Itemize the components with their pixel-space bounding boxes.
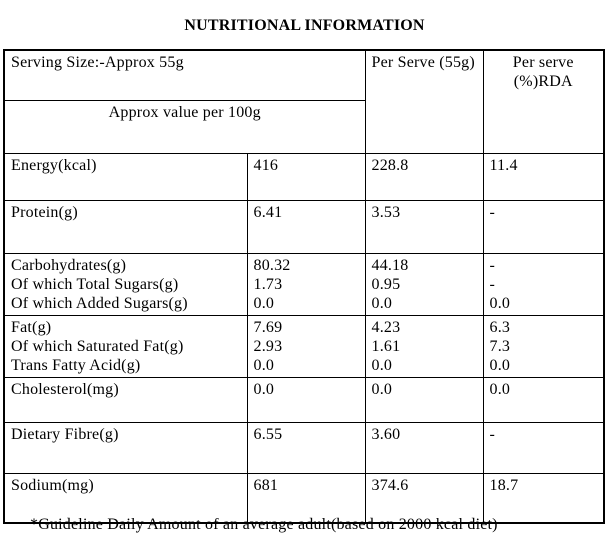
per-100g-cell	[247, 377, 365, 422]
rda-value: 11.4	[489, 156, 518, 174]
per-serve-rda-header-text: Per serve (%)RDA	[512, 54, 574, 90]
rda-value: -	[489, 425, 496, 443]
per-100g-cell	[247, 153, 365, 200]
per-serve-cell	[365, 315, 483, 377]
nutrient-label: Dietary Fibre(g)	[11, 425, 119, 443]
per-100g-cell	[247, 200, 365, 253]
column-header-per-serve	[365, 50, 483, 153]
per-serve-value: 1.61	[371, 337, 401, 355]
rda-cell	[483, 315, 604, 377]
nutrient-label: Fat(g)	[11, 318, 52, 336]
rda-cell	[483, 377, 604, 422]
per-serve-cell	[365, 422, 483, 473]
rda-value: -	[489, 203, 496, 221]
per-100g-value: 0.0	[253, 356, 275, 374]
rda-value: 7.3	[489, 337, 511, 355]
per-serve-value: 0.95	[371, 275, 401, 293]
table-row	[4, 200, 604, 253]
per-serve-value: 0.0	[371, 380, 393, 398]
rda-cell	[483, 473, 604, 523]
nutrient-label-cell	[4, 315, 247, 377]
per-serve-value: 3.60	[371, 425, 401, 443]
per-serve-value: 4.23	[371, 318, 401, 336]
rda-cell	[483, 422, 604, 473]
rda-value: -	[489, 256, 496, 274]
per-serve-value: 3.53	[371, 203, 401, 221]
per-serve-cell	[365, 377, 483, 422]
nutrient-label: Cholesterol(mg)	[11, 380, 119, 398]
rda-value: 0.0	[489, 294, 511, 312]
page-title: NUTRITIONAL INFORMATION	[184, 17, 425, 34]
per-100g-value: 2.93	[253, 337, 283, 355]
approx-value-text: Approx value per 100g	[108, 103, 261, 121]
table-row	[4, 153, 604, 200]
per-serve-cell	[365, 153, 483, 200]
per-100g-value: 80.32	[253, 256, 291, 274]
nutrient-label-cell	[4, 153, 247, 200]
per-100g-cell	[247, 315, 365, 377]
nutrient-label-cell	[4, 422, 247, 473]
serving-size-cell	[4, 50, 365, 100]
rda-value: -	[489, 275, 496, 293]
nutrient-label: Of which Added Sugars(g)	[11, 294, 188, 312]
per-serve-cell	[365, 253, 483, 315]
per-serve-value: 374.6	[371, 476, 409, 494]
nutrient-label-cell	[4, 377, 247, 422]
column-header-per-serve-rda	[483, 50, 604, 153]
rda-cell	[483, 253, 604, 315]
per-100g-cell	[247, 253, 365, 315]
footnote: *Guideline Daily Amount of an average adult(based on 2000 kcal diet)	[30, 516, 498, 533]
nutrient-label: Of which Total Sugars(g)	[11, 275, 179, 293]
nutrition-table	[3, 49, 605, 524]
nutrient-label: Sodium(mg)	[11, 476, 94, 494]
per-100g-value: 0.0	[253, 380, 275, 398]
per-100g-value: 0.0	[253, 294, 275, 312]
per-serve-value: 0.0	[371, 294, 393, 312]
approx-value-cell	[4, 100, 365, 153]
serving-size-text: Serving Size:-Approx 55g	[11, 54, 184, 71]
nutrient-label: Energy(kcal)	[11, 156, 97, 174]
per-100g-value: 7.69	[253, 318, 283, 336]
nutrient-label-cell	[4, 200, 247, 253]
table-row	[4, 253, 604, 315]
rda-value: 6.3	[489, 318, 511, 336]
rda-cell	[483, 153, 604, 200]
table-row	[4, 315, 604, 377]
table-row	[4, 422, 604, 473]
per-100g-cell	[247, 422, 365, 473]
rda-cell	[483, 200, 604, 253]
rda-value: 18.7	[489, 476, 519, 494]
per-100g-value: 6.55	[253, 425, 283, 443]
per-100g-value: 6.41	[253, 203, 283, 221]
nutrient-label: Trans Fatty Acid(g)	[11, 356, 141, 374]
nutrient-label-cell	[4, 253, 247, 315]
per-serve-header-text: Per Serve (55g)	[371, 54, 475, 71]
nutrient-label: Of which Saturated Fat(g)	[11, 337, 184, 355]
header-row-serving-size	[4, 50, 604, 100]
per-serve-value: 44.18	[371, 256, 409, 274]
per-100g-value: 681	[253, 476, 279, 494]
nutrient-label: Protein(g)	[11, 203, 78, 221]
rda-value: 0.0	[489, 356, 511, 374]
rda-value: 0.0	[489, 380, 511, 398]
nutrient-label: Carbohydrates(g)	[11, 256, 127, 274]
per-100g-value: 1.73	[253, 275, 283, 293]
per-serve-value: 228.8	[371, 156, 409, 174]
per-serve-cell	[365, 200, 483, 253]
table-row	[4, 377, 604, 422]
per-100g-value: 416	[253, 156, 279, 174]
per-serve-value: 0.0	[371, 356, 393, 374]
